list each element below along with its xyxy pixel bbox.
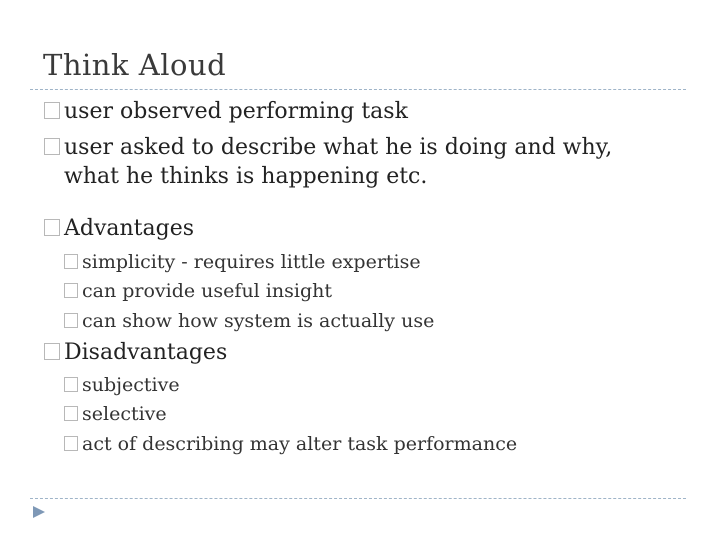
footer-divider xyxy=(30,498,686,499)
disadvantages-heading xyxy=(44,340,227,366)
square-bullet-icon xyxy=(64,254,78,269)
advantage-text: can show how system is actually use xyxy=(82,310,435,332)
disadvantage-text: act of describing may alter task performance xyxy=(82,433,518,455)
bullet-continuation: what he thinks is happening etc. xyxy=(64,164,428,189)
advantage-item xyxy=(64,251,421,273)
square-bullet-icon xyxy=(64,313,78,328)
square-bullet-icon xyxy=(44,138,60,155)
square-bullet-icon xyxy=(64,406,78,421)
bullet-text: user asked to describe what he is doing and why, xyxy=(64,135,613,160)
advantage-item xyxy=(64,310,434,332)
disadvantage-item xyxy=(64,433,517,455)
square-bullet-icon xyxy=(64,377,78,392)
advantages-heading xyxy=(44,216,194,242)
advantage-text: simplicity - requires little expertise xyxy=(82,251,421,273)
title-divider xyxy=(30,89,686,90)
square-bullet-icon xyxy=(44,219,60,236)
bullet-text: user observed performing task xyxy=(64,99,408,124)
next-slide-arrow-icon[interactable] xyxy=(32,505,46,519)
slide-title: Think Aloud xyxy=(43,48,227,82)
advantage-item xyxy=(64,280,332,302)
bullet-item xyxy=(44,99,408,125)
square-bullet-icon xyxy=(44,343,60,360)
advantages-label: Advantages xyxy=(64,216,195,241)
disadvantage-text: subjective xyxy=(82,374,180,396)
square-bullet-icon xyxy=(44,102,60,119)
disadvantage-text: selective xyxy=(82,403,167,425)
advantage-text: can provide useful insight xyxy=(82,280,332,302)
bullet-item xyxy=(44,135,612,161)
square-bullet-icon xyxy=(64,436,78,451)
disadvantage-item xyxy=(64,403,167,425)
square-bullet-icon xyxy=(64,283,78,298)
disadvantage-item xyxy=(64,374,180,396)
disadvantages-label: Disadvantages xyxy=(64,340,228,365)
